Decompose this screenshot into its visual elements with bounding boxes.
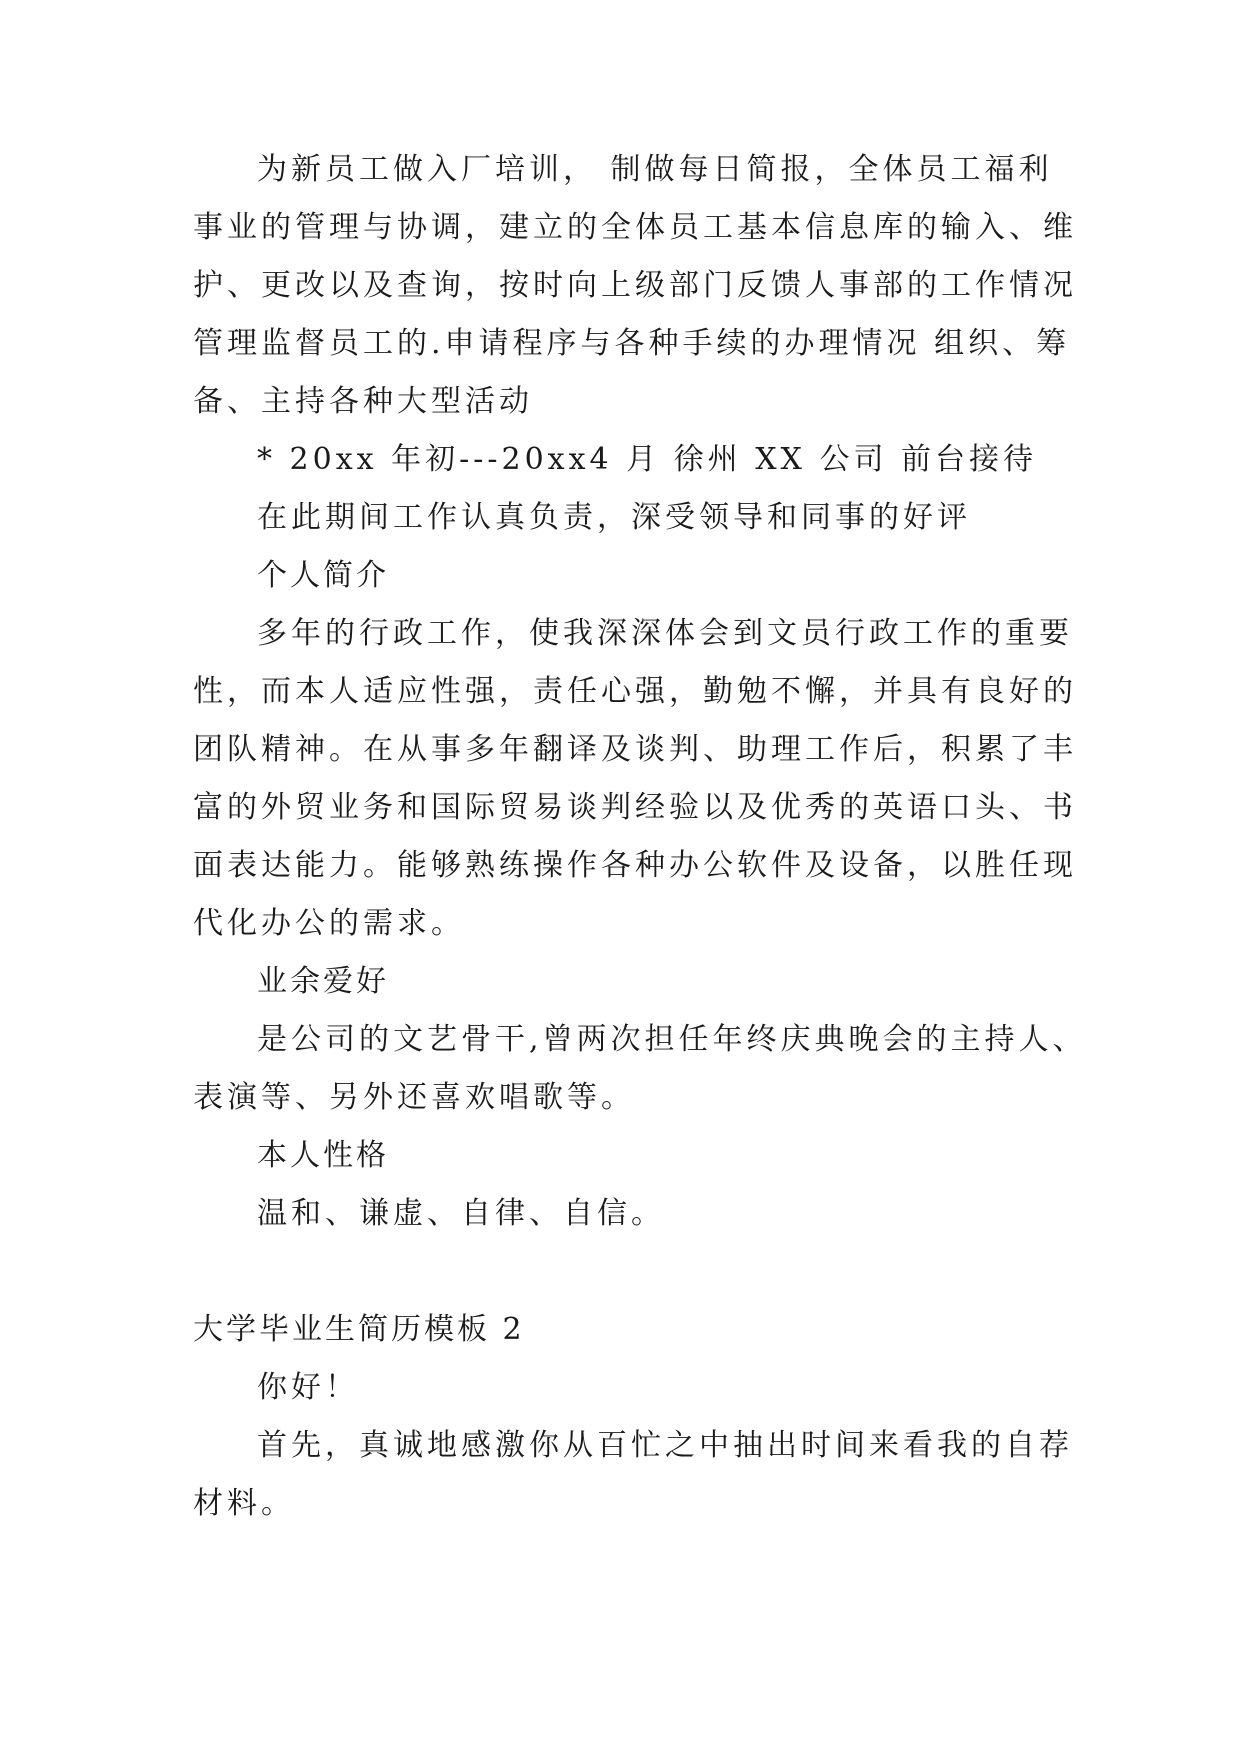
paragraph-line: 护、更改以及查询，按时向上级部门反馈人事部的工作情况 [193,268,1077,303]
section-title: 大学毕业生简历模板 2 [193,1312,525,1347]
intro-line: 面表达能力。能够熟练操作各种办公软件及设备，以胜任现 [193,848,1077,883]
hobby-line: 是公司的文艺骨干,曾两次担任年终庆典晚会的主持人、 [257,1022,1087,1057]
letter-line: 材料。 [193,1486,295,1521]
job-entry: * 20xx 年初---20xx4 月 徐州 XX 公司 前台接待 [257,442,1037,477]
intro-line: 团队精神。在从事多年翻译及谈判、助理工作后，积累了丰 [193,732,1077,767]
paragraph-line: 为新员工做入厂培训， 制做每日简报，全体员工福利 [257,152,1053,187]
intro-heading: 个人简介 [257,558,389,593]
intro-line: 多年的行政工作，使我深深体会到文员行政工作的重要 [257,616,1073,651]
intro-line: 代化办公的需求。 [193,906,465,941]
hobby-heading: 业余爱好 [257,964,389,999]
letter-line: 首先，真诚地感激你从百忙之中抽出时间来看我的自荐 [257,1428,1073,1463]
intro-line: 富的外贸业务和国际贸易谈判经验以及优秀的英语口头、书 [193,790,1077,825]
job-review: 在此期间工作认真负责，深受领导和同事的好评 [257,500,971,535]
personality-text: 温和、谦虚、自律、自信。 [257,1196,665,1231]
paragraph-line: 备、主持各种大型活动 [193,384,533,419]
hobby-line: 表演等、另外还喜欢唱歌等。 [193,1080,635,1115]
greeting: 你好！ [257,1370,359,1405]
paragraph-line: 事业的管理与协调，建立的全体员工基本信息库的输入、维 [193,210,1077,245]
intro-line: 性，而本人适应性强，责任心强，勤勉不懈，并具有良好的 [193,674,1077,709]
personality-heading: 本人性格 [257,1138,389,1173]
paragraph-line: 管理监督员工的.申请程序与各种手续的办理情况 组织、筹 [193,326,1071,361]
